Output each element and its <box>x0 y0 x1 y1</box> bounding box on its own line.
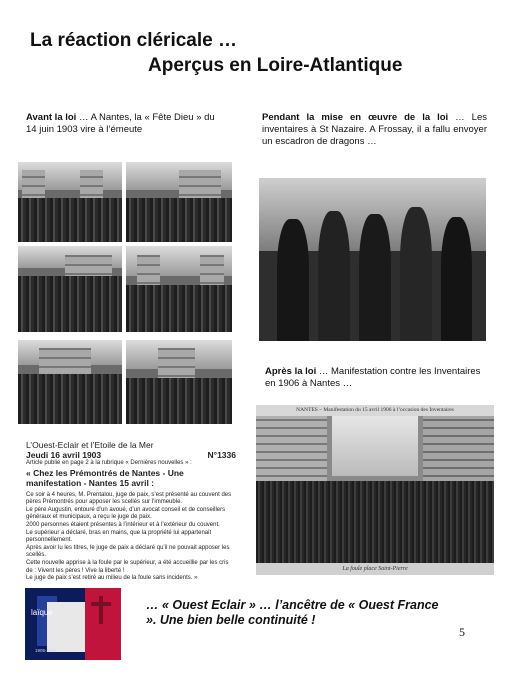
photo-manifestation-1906 <box>256 405 494 575</box>
newspaper-number: N°1336 <box>207 450 236 460</box>
caption-apres-text: … Manifestation contre les Inventaires en 1906 à Nantes … <box>265 366 481 389</box>
postcard-footer: La foule place Saint-Pierre <box>256 563 494 575</box>
caption-avant <box>26 112 226 136</box>
newspaper-paragraph: Cette nouvelle apprise à la foule par le supérieur, a été accueillie par les cris de : Vivent les pères ! Vive la liberté ! <box>26 559 229 574</box>
page-title: La réaction cléricale … <box>30 30 237 51</box>
newspaper-paragraph: Le père Augustin, entouré d’un avoué, d’un avocat conseil et de conseillers généraux et municipaux, a reçu le juge de paix. <box>26 506 226 521</box>
caption-pendant-text: … Les inventaires à St Nazaire. A Frossay, il a fallu envoyer un escadron de dragons … <box>262 112 487 147</box>
newspaper-date: Jeudi 16 avril 1903 <box>26 450 102 460</box>
caption-apres <box>265 366 485 390</box>
newspaper-headline: « Chez les Prémontrés de Nantes - Une manifestation - Nantes 15 avril : <box>26 467 184 488</box>
photo-fete-dieu-5 <box>18 340 122 424</box>
conclusion-text: … « Ouest Eclair » … l’ancêtre de « Ouest France ». Une bien belle continuité ! <box>146 598 439 627</box>
logo-text: laïque <box>31 608 53 617</box>
caption-pendant <box>262 112 487 148</box>
caption-avant-text: … A Nantes, la « Fête Dieu » du 14 juin 1903 vire à l’émeute <box>26 112 215 135</box>
photo-fete-dieu-1 <box>18 162 122 242</box>
newspaper-title: L’Ouest-Eclair et l’Etoile de la Mer <box>26 440 154 450</box>
newspaper-excerpt <box>26 440 236 583</box>
newspaper-paragraph: Le supérieur a déclaré, bras en mains, que la propriété lui appartenait personnellement. <box>26 529 212 544</box>
newspaper-date-row <box>26 450 236 460</box>
logo-subtext: 1905-2005 <box>35 648 57 653</box>
page-subtitle: Aperçus en Loire-Atlantique <box>148 55 403 76</box>
newspaper-paragraph: 2000 personnes étaient présentes à l’intérieur et à l’extérieur du couvent. <box>26 521 220 528</box>
photo-fete-dieu-4 <box>126 246 232 332</box>
postcard-header: NANTES – Manifestation du 15 avril 1906 à l’occasion des Inventaires <box>256 405 494 416</box>
newspaper-rubric: Article publié en page 2 à la rubrique « Dernières nouvelles » : <box>26 460 192 466</box>
caption-avant-lead: Avant la loi <box>26 112 77 123</box>
newspaper-paragraph: Après avoir lu les titres, le juge de paix a déclaré qu’il ne pouvait apposer les scellés. <box>26 544 230 559</box>
photo-fete-dieu-6 <box>126 340 232 424</box>
page-number: 5 <box>459 625 465 639</box>
caption-pendant-lead: Pendant la mise en œuvre de la loi <box>262 112 449 123</box>
newspaper-paragraph: Le juge de paix s’est retiré au milieu de la foule sans incidents. » <box>26 575 198 582</box>
photo-fete-dieu-3 <box>18 246 122 332</box>
caption-apres-lead: Après la loi <box>265 366 317 377</box>
photo-fete-dieu-2 <box>126 162 232 242</box>
photo-inventaires-st-nazaire <box>259 178 486 341</box>
laicite-logo <box>25 588 121 660</box>
newspaper-paragraph: Ce soir à 4 heures, M. Prentalou, juge de paix, s’est présenté au couvent des pères Prémontrés pour apposer les scellés sur l’immeuble. <box>26 491 232 506</box>
